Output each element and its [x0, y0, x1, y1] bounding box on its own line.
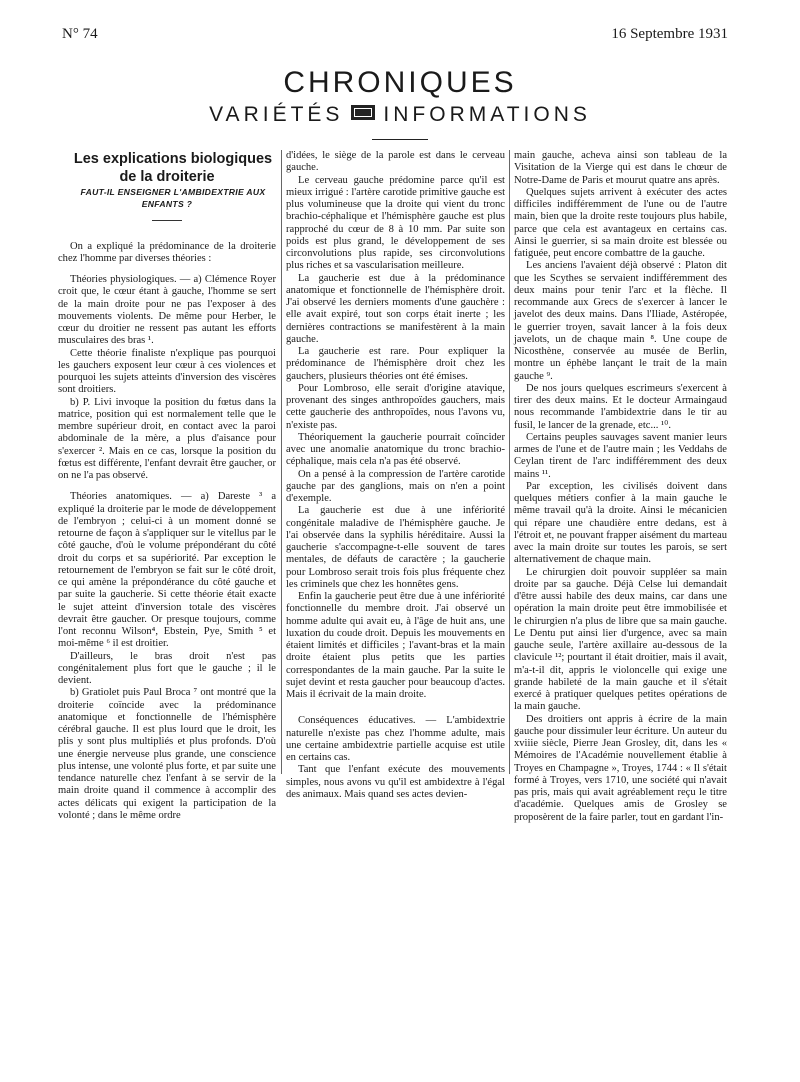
column-2: [286, 150, 505, 801]
paragraph: Quelques sujets arrivent à exécuter des actes difficiles indifféremment de l'une ou de l'autre main, bien que la droite reste toujours plus habile, parce que cela est avantageux en certains cas. Ainsi le guerrier, si sa main droite est blessée ou fatiguée, peut encore combattre de la gauche.: [514, 186, 727, 259]
paragraph: b) Gratiolet puis Paul Broca ⁷ ont montré que la droiterie coïncide avec la prédominance anatomique et fonctionnelle de l'hémisphère cérébral gauche. Il est plus lourd que le droit, les plis y sont plus multipliés et plus profonds. D'où une énergie nerveuse plus grande, une conscience plus intense, une volonté plus forte, et par suite une tendance naturelle chez l'enfant à se servir de la main droite quand il commence à accomplir des actes délicats qui exigent la participation de la volonté ; dans le même ordre: [58, 687, 276, 821]
paragraph: Le chirurgien doit pouvoir suppléer sa main droite par sa gauche. Déjà Celse lui demandait d'être aussi habile des deux mains, car dans une opération la main droite peut être immobilisée et le chirurgien n'a plus de libre que sa main gauche. Le Dentu put ainsi lier d'urgence, avec sa main gauche seule, l'artère axillaire au-dessous de la clavicule ¹²; pourtant il était droitier, mais il avait, m'a-t-il dit, appris le violoncelle qui exige une grande habileté de la main gauche et il s'était exercé à pratiquer quelques petites opérations de la main gauche.: [514, 566, 727, 713]
masthead-varietes: VARIÉTÉS: [209, 103, 344, 126]
paragraph: Conséquences éducatives. — L'ambidextrie naturelle n'existe pas chez l'homme adulte, mais une certaine ambidextrie partielle acquise est utile en certains cas.: [286, 715, 505, 763]
masthead-subtitle: [0, 102, 800, 128]
masthead-title: CHRONIQUES: [283, 66, 517, 99]
ornament-icon: [351, 105, 375, 120]
paragraph: La gaucherie est due à une infériorité congénitale maladive de l'hémisphère gauche. Je l'ai observée dans la syphilis héréditaire. Aussi la gaucherie s'accompagne-t-elle souvent de tares mentales, de défauts de caractère ; la gaucherie pour Lombroso serait trois fois plus fréquente chez les criminels que chez les honnêtes gens.: [286, 505, 505, 590]
paragraph: Les anciens l'avaient déjà observé : Platon dit que les Scythes se servaient indifféremment des deux mains pour tenir l'arc et la flèche. Il recommande aux Grecs de s'exercer à lancer le javelot des deux mains. Dans l'Iliade, Astéropée, le guerrier troyen, savait lancer à la fois deux javelots, un de chaque main ⁸. Une coupe de Nicosthène, conservée au musée de Berlin, montre un éphèbe lançant le trait de la main gauche ⁹.: [514, 260, 727, 382]
title-rule: [152, 220, 182, 221]
paragraph: Tant que l'enfant exécute des mouvements simples, nous avons vu qu'il est ambidextre à l'égal des animaux. Mais quand ses actes devien-: [286, 764, 505, 800]
paragraph: Théories anatomiques. — a) Dareste ³ a expliqué la droiterie par le mode de développement de l'embryon ; celui-ci à un moment donné se retourne de façon à s'appliquer sur le vitellus par le côté gauche, d'où le volume prépondérant du côté droit du corps et sa supériorité. Par exception le retournement de l'embryon se fait sur le côté droit, ce qui amène la prépondérance du côté gauche et par suite la gaucherie. Si cette théorie était exacte le sujet atteint d'inversion totale des viscères devrait être gaucher. Or presque toujours, comme l'ont reconnu Wilson⁴, Ebstein, Pye, Smith ⁵ et moi-même ⁶ il est droitier.: [58, 491, 276, 650]
article-title: [58, 150, 276, 186]
paragraph: Enfin la gaucherie peut être due à une infériorité fonctionnelle du membre droit. J'ai observé un homme adulte qui avait eu, à l'âge de huit ans, une luxation du coude droit. Depuis les mouvements en étaient limités et difficiles ; l'avant-bras et la main droite étaient plus petits que les parties correspondantes de la main gauche. Par la suite le sujet devint et resta gaucher pour beaucoup d'actes. Mais il écrivait de la main droite.: [286, 591, 505, 700]
paragraph: D'ailleurs, le bras droit n'est pas congénitalement plus fort que le gauche ; il le devient.: [58, 650, 276, 686]
paragraph: Cette théorie finaliste n'explique pas pourquoi les gauchers exposent leur cœur à ces violences et pourquoi les sujets atteints d'inversion des viscères sont droitiers.: [58, 347, 276, 396]
column-divider: [281, 150, 282, 774]
column-1: [58, 150, 276, 822]
masthead-informations: INFORMATIONS: [383, 103, 591, 126]
paragraph: Le cerveau gauche prédomine parce qu'il est mieux irrigué : l'artère carotide primitive gauche est plus volumineuse que la droite qui vient du tronc brachio-céphalique et l'hémisphère gauche est plus rapproché du cœur de 8 à 10 mm. Par suite son poids est plus grand, le développement de ses circonvolutions plus rapide, ses circonvolutions plus riches et sa vascularisation meilleure.: [286, 174, 505, 272]
masthead: [0, 66, 800, 140]
article-title-line-1: Les explications biologiques: [73, 151, 273, 167]
paragraph: main gauche, acheva ainsi son tableau de la Visitation de la Vierge qui est dans le chœur de Notre-Dame de Paris et mourut quatre ans après.: [514, 150, 727, 186]
paragraph: On a expliqué la prédominance de la droiterie chez l'homme par diverses théories :: [58, 240, 276, 264]
column-3: [514, 150, 727, 824]
issue-date: 16 Septembre 1931: [611, 26, 728, 42]
paragraph: Théoriquement la gaucherie pourrait coïncider avec une anomalie anatomique du tronc brachio-céphalique, mais cela n'a pas été observé.: [286, 431, 505, 468]
paragraph: d'idées, le siège de la parole est dans le cerveau gauche.: [286, 150, 505, 174]
issue-number: N° 74: [62, 26, 98, 42]
paragraph: On a pensé à la compression de l'artère carotide gauche par des ganglions, mais on n'en a point d'exemple.: [286, 468, 505, 504]
masthead-rule: [372, 139, 428, 140]
paragraph: De nos jours quelques escrimeurs s'exercent à tirer des deux mains. Et le docteur Armaingaud nous recommande l'ambidextrie dans le tir au fusil, le lancer de la grenade, etc... ¹⁰.: [514, 382, 727, 431]
paragraph: Des droitiers ont appris à écrire de la main gauche pour dissimuler leur écriture. Un auteur du xviiie siècle, Pierre Jean Grosley, dit, dans les « Mémoires de l'Académie nouvellement établie à Troyes en Champagne », Troyes, 1744 : « Il s'était formé à Troyes, vers 1710, une société qui n'avait pas pris, mais qui avait agréablement reçu le titre d'académie. Quelques amis de Grosley se proposèrent de la faire parler, tout en gardant l'in-: [514, 713, 727, 823]
paragraph: b) P. Livi invoque la position du fœtus dans la matrice, position qui est normalement telle que le membre supérieur droit, en contact avec la paroi abdominale de la mère, a plus d'aisance pour s'exercer ². Mais en ce cas, lorsque la position du fœtus est différente, l'enfant devrait être gaucher, or on ne l'a pas observé.: [58, 396, 276, 481]
paragraph: Théories physiologiques. — a) Clémence Royer croit que, le cœur étant à gauche, l'homme se sert de la main droite pour ne pas l'exposer à des mouvements violents. De même pour Herber, le cœur du droitier ne ressent pas autant les efforts musculaires des bras ¹.: [58, 274, 276, 347]
paragraph: Pour Lombroso, elle serait d'origine atavique, provenant des singes anthropoïdes gauchers, mais cette gaucherie des anthropoïdes, nous l'avons vu, n'existe pas.: [286, 382, 505, 431]
paragraph: Certains peuples sauvages savent manier leurs armes de l'une et de l'autre main ; les Veddahs de Ceylan tirent de l'arc indifféremment des deux mains ¹¹.: [514, 431, 727, 480]
article-title-line-2: de la droiterie: [119, 169, 215, 185]
paragraph: La gaucherie est due à la prédominance anatomique et fonctionnelle de l'hémisphère droit. J'ai observé les derniers moments d'une gauchère : elle avait expiré, tout son corps était inerte ; les dernières contractions se manifestèrent à la main gauche.: [286, 272, 505, 345]
paragraph: Par exception, les civilisés doivent dans quelques métiers confier à la main gauche le même travail qu'à la droite. Ainsi le mécanicien qui répare une chaudière entre dedans, est à l'étroit et, ne pouvant frapper aisément du marteau avec la main droite sur toutes les parois, se sert alternativement de chaque main.: [514, 480, 727, 566]
column-divider: [509, 150, 510, 774]
article-subtitle: FAUT-IL ENSEIGNER L'AMBIDEXTRIE AUX ENFANTS ?: [80, 187, 266, 210]
paragraph: La gaucherie est rare. Pour expliquer la prédominance de l'hémisphère droit chez les gauchers, plusieurs théories ont été émises.: [286, 346, 505, 382]
